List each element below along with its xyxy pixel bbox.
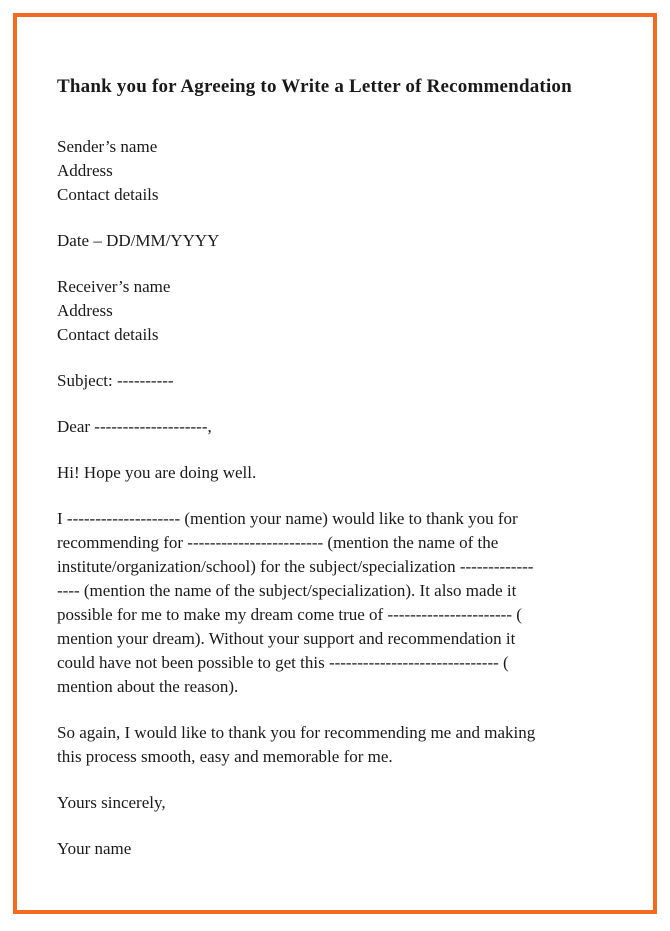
salutation-block — [57, 415, 613, 439]
body1-line: mention your dream). Without your support and recommendation it — [57, 629, 516, 648]
orange-border-frame — [13, 13, 657, 914]
sender-address: Address — [57, 161, 113, 180]
receiver-contact: Contact details — [57, 325, 159, 344]
letter-content — [17, 17, 653, 861]
body1-line: could have not been possible to get this ------------------------------ ( — [57, 653, 509, 672]
body-paragraph-2 — [57, 721, 613, 769]
receiver-name: Receiver’s name — [57, 277, 171, 296]
signature-line: Your name — [57, 839, 132, 858]
closing-line: Yours sincerely, — [57, 793, 166, 812]
subject-line: Subject: ---------- — [57, 371, 174, 390]
date-line: Date – DD/MM/YYYY — [57, 231, 220, 250]
body1-line: possible for me to make my dream come true of ---------------------- ( — [57, 605, 522, 624]
sender-block — [57, 135, 613, 207]
date-block — [57, 229, 613, 253]
body1-line: recommending for ------------------------ (mention the name of the — [57, 533, 499, 552]
sender-contact: Contact details — [57, 185, 159, 204]
receiver-address: Address — [57, 301, 113, 320]
body1-line: ---- (mention the name of the subject/specialization). It also made it — [57, 581, 517, 600]
body1-line: I -------------------- (mention your name) would like to thank you for — [57, 509, 518, 528]
body1-line: institute/organization/school) for the subject/specialization ------------- — [57, 557, 534, 576]
signature-block — [57, 837, 613, 861]
salutation-line: Dear --------------------, — [57, 417, 212, 436]
body-paragraph-1 — [57, 507, 613, 699]
body1-line: mention about the reason). — [57, 677, 239, 696]
receiver-block — [57, 275, 613, 347]
letter-title: Thank you for Agreeing to Write a Letter of Recommendation — [57, 76, 572, 97]
sender-name: Sender’s name — [57, 137, 158, 156]
body2-line: this process smooth, easy and memorable for me. — [57, 747, 393, 766]
closing-block — [57, 791, 613, 815]
subject-block — [57, 369, 613, 393]
body2-line: So again, I would like to thank you for recommending me and making — [57, 723, 536, 742]
greeting-block — [57, 461, 613, 485]
greeting-line: Hi! Hope you are doing well. — [57, 463, 257, 482]
